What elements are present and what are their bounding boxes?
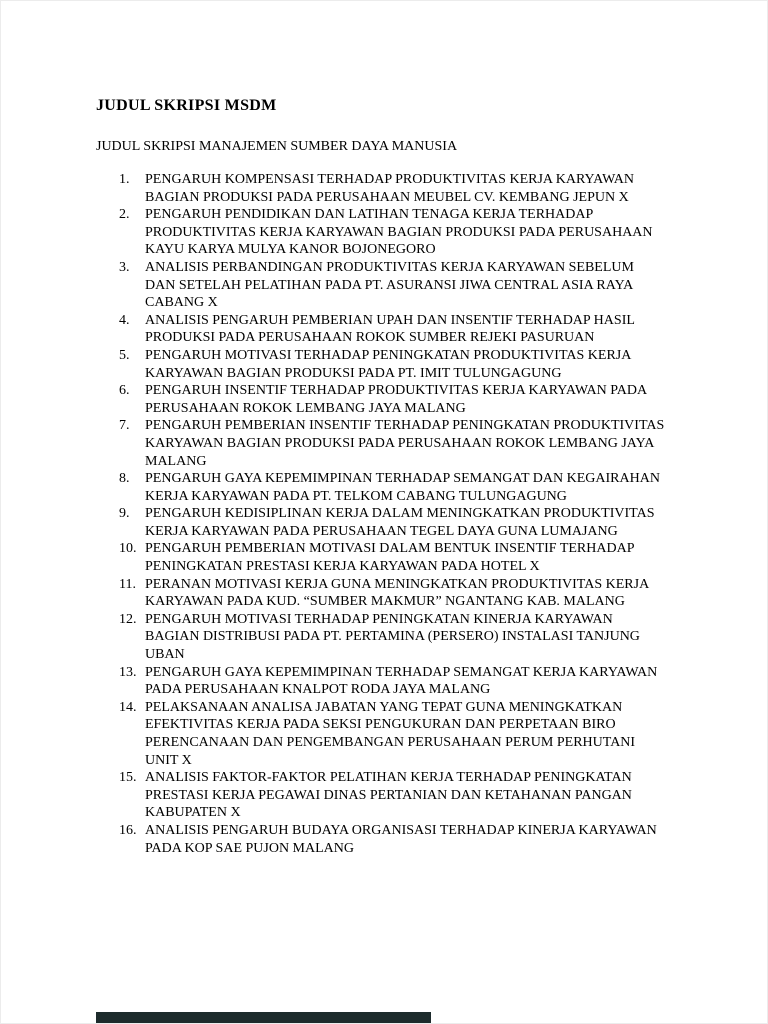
item-text: ANALISIS PENGARUH PEMBERIAN UPAH DAN INSENTIF TERHADAP HASIL PRODUKSI PADA PERUSAHAAN ROKOK SUMBER REJEKI PASURUAN (145, 312, 635, 346)
item-number: 10. (119, 541, 137, 557)
item-number: 3. (119, 259, 130, 275)
item-text: PENGARUH GAYA KEPEMIMPINAN TERHADAP SEMANGAT DAN KEGAIRAHAN KERJA KARYAWAN PADA PT. TELKOM CABANG TULUNGAGUNG (145, 471, 660, 504)
list-item (119, 664, 667, 699)
list-item (119, 699, 667, 769)
item-text: ANALISIS PENGARUH BUDAYA ORGANISASI TERHADAP KINERJA KARYAWAN PADA KOP SAE PUJON MALANG (145, 822, 657, 856)
item-number: 9. (119, 506, 130, 522)
list-item (119, 382, 667, 417)
item-number: 11. (119, 576, 136, 592)
page-subtitle: JUDUL SKRIPSI MANAJEMEN SUMBER DAYA MANUSIA (96, 139, 458, 154)
item-number: 7. (119, 418, 130, 434)
item-text: PELAKSANAAN ANALISA JABATAN YANG TEPAT GUNA MENINGKATKAN EFEKTIVITAS KERJA PADA SEKSI PENGUKURAN DAN PERPETAAN BIRO PERENCANAAN DAN PENGEMBANGAN PERUSAHAAN PERUM PERHUTANI UNIT X (145, 699, 636, 768)
item-text: PENGARUH MOTIVASI TERHADAP PENINGKATAN PRODUKTIVITAS KERJA KARYAWAN BAGIAN PRODUKSI PADA PT. IMIT TULUNGAGUNG (145, 347, 631, 381)
item-text: PENGARUH GAYA KEPEMIMPINAN TERHADAP SEMANGAT KERJA KARYAWAN PADA PERUSAHAAN KNALPOT RODA JAYA MALANG (145, 664, 658, 698)
item-number: 8. (119, 471, 130, 487)
item-number: 15. (119, 770, 137, 786)
item-number: 12. (119, 611, 137, 627)
list-item (119, 347, 667, 382)
item-number: 5. (119, 347, 130, 363)
page-title: JUDUL SKRIPSI MSDM (96, 97, 277, 114)
list-item (119, 505, 667, 540)
list-item (119, 206, 667, 259)
list-item (119, 822, 667, 857)
item-number: 13. (119, 664, 137, 680)
item-text: ANALISIS PERBANDINGAN PRODUKTIVITAS KERJA KARYAWAN SEBELUM DAN SETELAH PELATIHAN PADA PT. ASURANSI JIWA CENTRAL ASIA RAYA CABANG X (145, 259, 634, 311)
item-text: ANALISIS FAKTOR-FAKTOR PELATIHAN KERJA TERHADAP PENINGKATAN PRESTASI KERJA PEGAWAI DINAS PERTANIAN DAN KETAHANAN PANGAN KABUPATEN X (145, 770, 632, 821)
item-text: PENGARUH PENDIDIKAN DAN LATIHAN TENAGA KERJA TERHADAP PRODUKTIVITAS KERJA KARYAWAN BAGIAN PRODUKSI PADA PERUSAHAAN KAYU KARYA MULYA KANOR BOJONEGORO (145, 207, 653, 258)
list-item (119, 540, 667, 575)
thesis-title-list (96, 171, 667, 857)
item-text: PENGARUH INSENTIF TERHADAP PRODUKTIVITAS KERJA KARYAWAN PADA PERUSAHAAN ROKOK LEMBANG JAYA MALANG (145, 383, 647, 416)
list-item (119, 171, 667, 206)
item-text: PENGARUH KOMPENSASI TERHADAP PRODUKTIVITAS KERJA KARYAWAN BAGIAN PRODUKSI PADA PERUSAHAAN MEUBEL CV. KEMBANG JEPUN X (145, 172, 634, 205)
item-number: 1. (119, 172, 130, 187)
list-item (119, 259, 667, 312)
item-text: PENGARUH KEDISIPLINAN KERJA DALAM MENINGKATKAN PRODUKTIVITAS KERJA KARYAWAN PADA PERUSAHAAN TEGEL DAYA GUNA LUMAJANG (145, 506, 655, 539)
item-text: PENGARUH MOTIVASI TERHADAP PENINGKATAN KINERJA KARYAWAN BAGIAN DISTRIBUSI PADA PT. PERTAMINA (PERSERO) INSTALASI TANJUNG UBAN (145, 611, 640, 663)
item-number: 6. (119, 383, 130, 399)
item-text: PERANAN MOTIVASI KERJA GUNA MENINGKATKAN PRODUKTIVITAS KERJA KARYAWAN PADA KUD. “SUMBER MAKMUR” NGANTANG KAB. MALANG (145, 576, 649, 610)
list-item (119, 417, 667, 470)
list-item (119, 312, 667, 347)
item-number: 16. (119, 822, 137, 838)
list-item (119, 470, 667, 505)
item-text: PENGARUH PEMBERIAN INSENTIF TERHADAP PENINGKATAN PRODUKTIVITAS KARYAWAN BAGIAN PRODUKSI PADA PERUSAHAAN ROKOK LEMBANG JAYA MALANG (145, 418, 665, 469)
item-number: 2. (119, 207, 130, 223)
next-page-edge-bar (96, 1012, 431, 1023)
item-number: 14. (119, 699, 137, 715)
list-item (119, 576, 667, 611)
list-item (119, 769, 667, 822)
item-number: 4. (119, 312, 130, 328)
list-item (119, 611, 667, 664)
item-text: PENGARUH PEMBERIAN MOTIVASI DALAM BENTUK INSENTIF TERHADAP PENINGKATAN PRESTASI KERJA KARYAWAN PADA HOTEL X (145, 541, 634, 575)
